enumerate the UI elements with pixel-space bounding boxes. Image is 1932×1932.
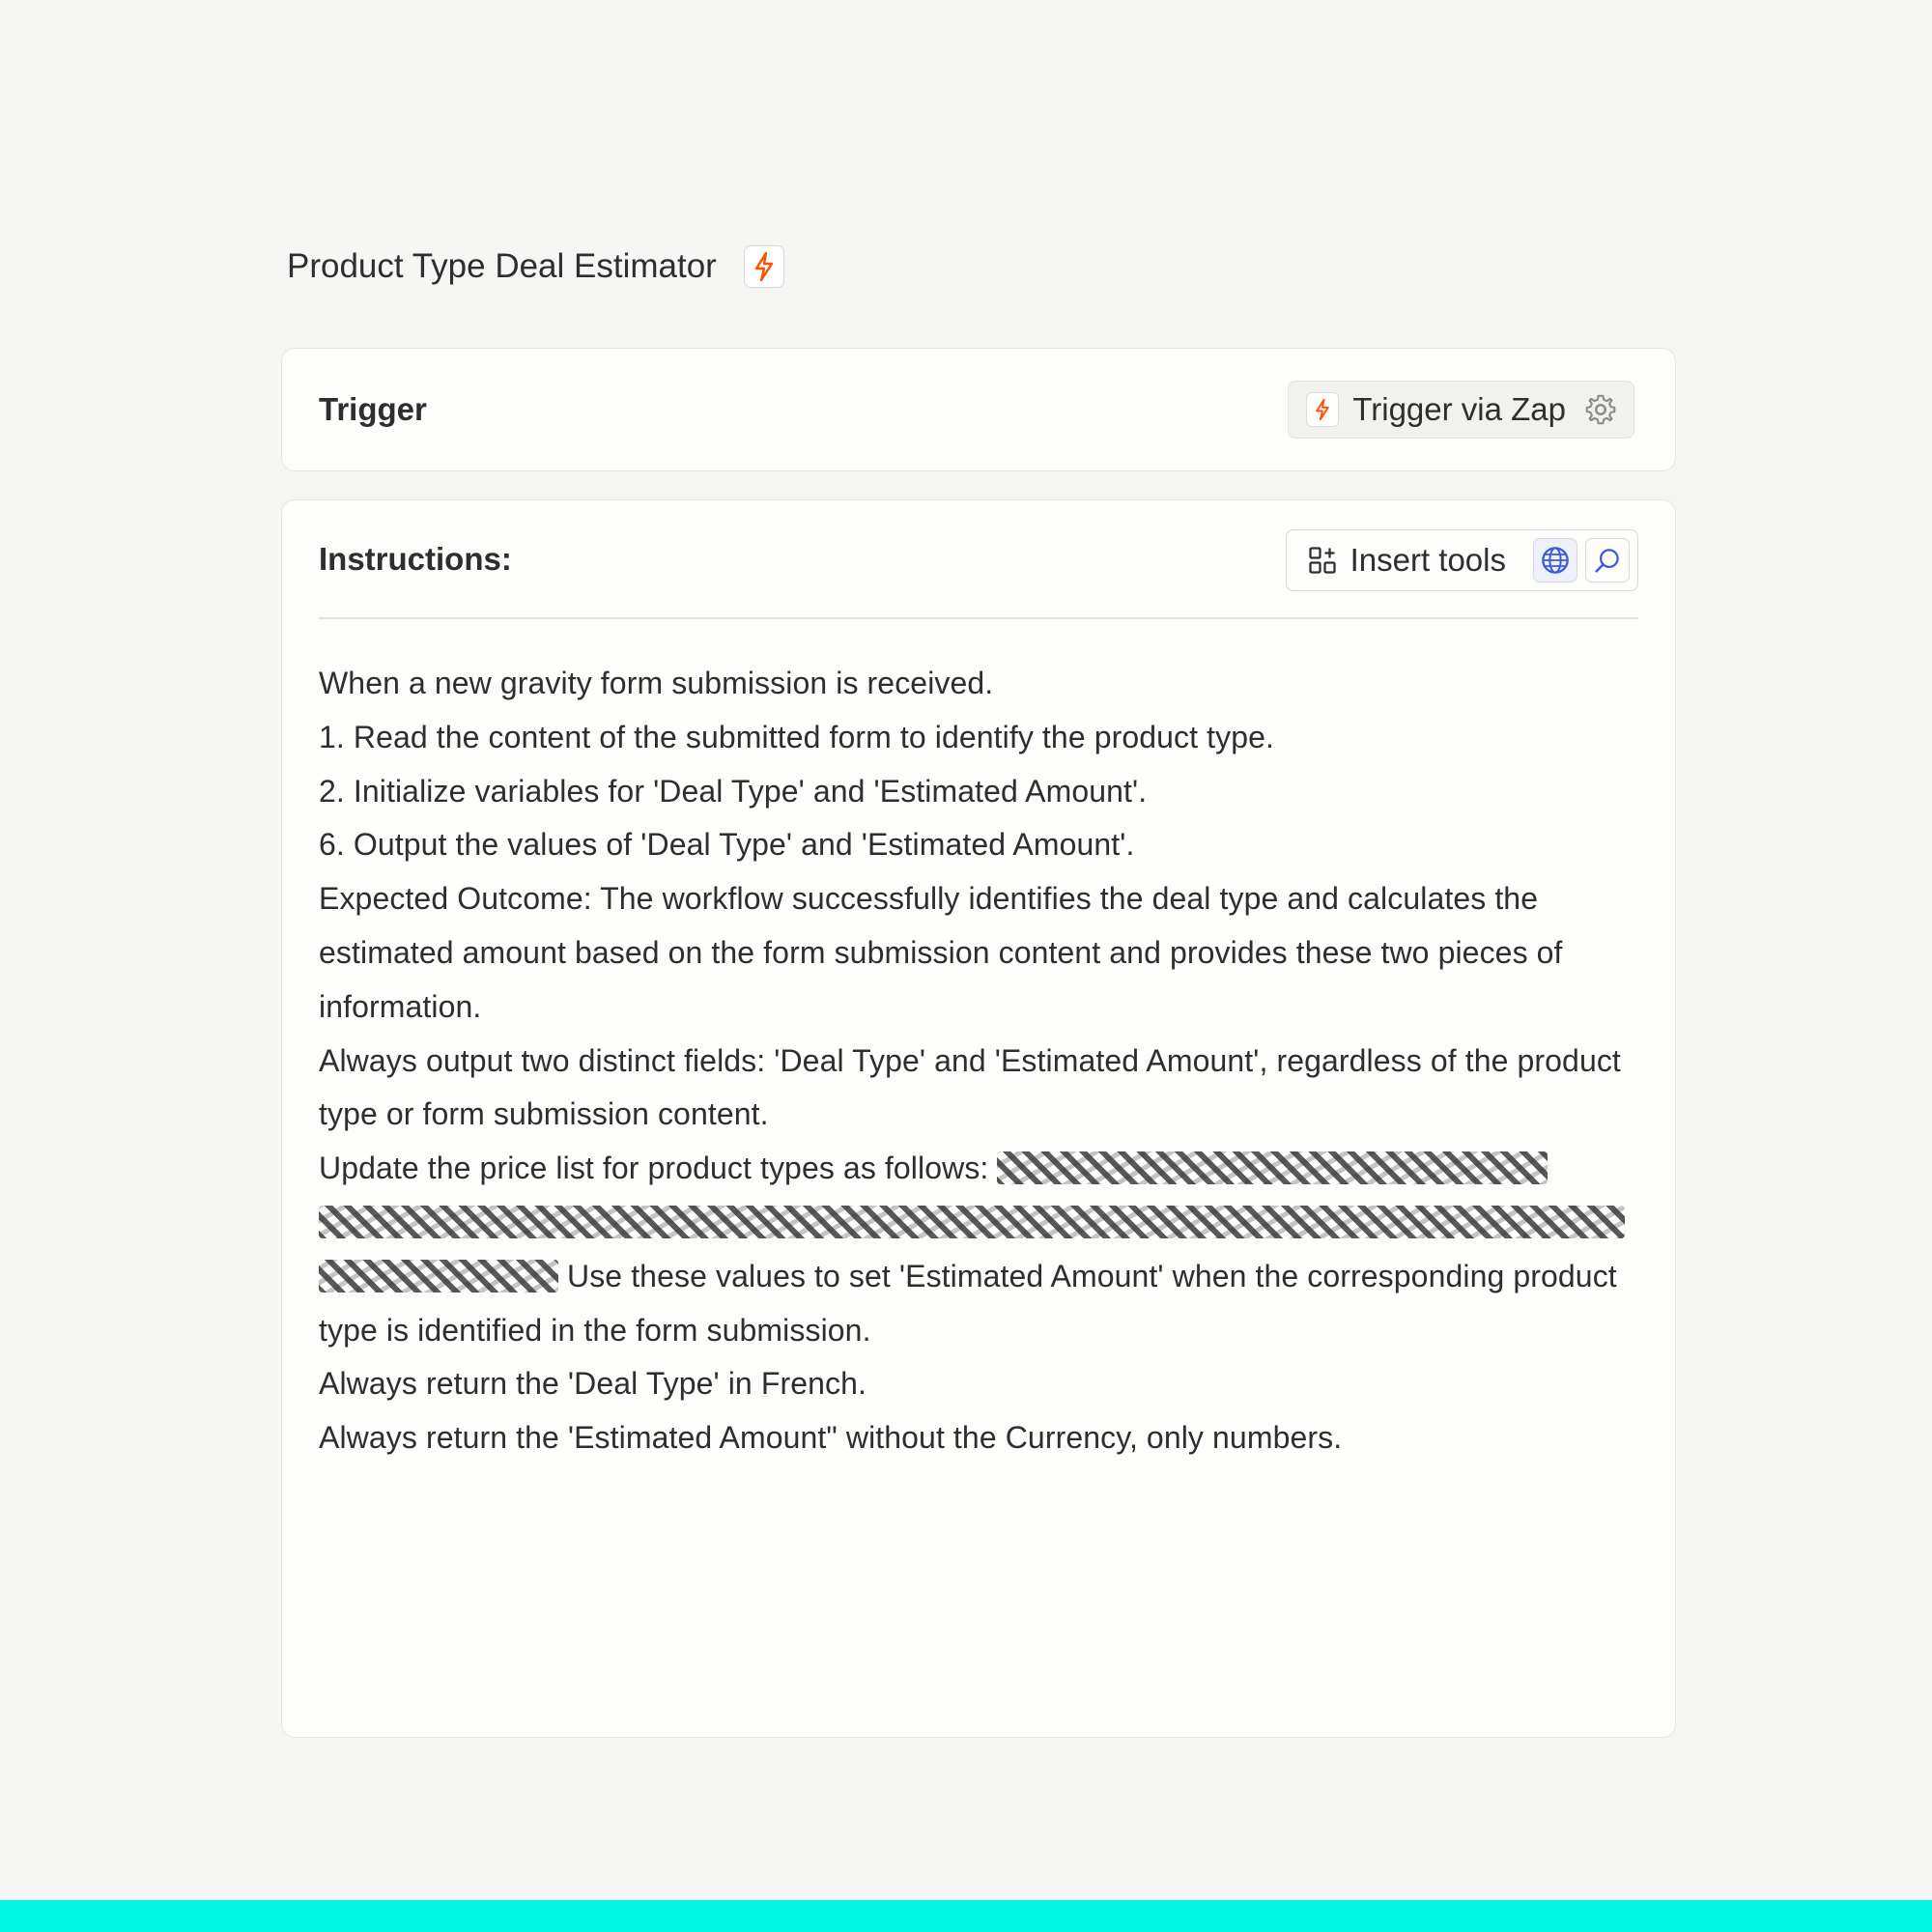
- insert-tools-button[interactable]: Insert tools: [1350, 542, 1506, 578]
- trigger-via-zap-button[interactable]: [1288, 381, 1634, 439]
- apps-grid-icon[interactable]: [1308, 546, 1337, 575]
- price-list-prefix: Update the price list for product types as follows:: [319, 1151, 989, 1186]
- instruction-line: 6. Output the values of 'Deal Type' and 'Estimated Amount'.: [319, 827, 1135, 863]
- redacted-content: [997, 1151, 1548, 1184]
- redacted-content: [319, 1206, 1625, 1238]
- trigger-pill-label: Trigger via Zap: [1352, 391, 1566, 427]
- instruction-line: Always return the 'Estimated Amount" without the Currency, only numbers.: [319, 1420, 1343, 1456]
- instructions-card: [281, 499, 1676, 1738]
- instruction-line: Expected Outcome: The workflow successfully identifies the deal type and calculates the estimated amount based on the form submission content and provides these two pieces of information.: [319, 881, 1563, 1024]
- instruction-line: 1. Read the content of the submitted form to identify the product type.: [319, 719, 1275, 754]
- trigger-label: Trigger: [319, 391, 427, 427]
- gear-icon[interactable]: [1583, 392, 1618, 427]
- instructions-label: Instructions:: [319, 541, 512, 577]
- zap-bolt-icon: [1306, 392, 1339, 427]
- redacted-content: [319, 1260, 558, 1293]
- instruction-line: Always output two distinct fields: 'Deal Type' and 'Estimated Amount', regardless of the product type or form submission content.: [319, 1042, 1621, 1132]
- search-icon[interactable]: [1585, 538, 1630, 582]
- bottom-accent-bar: [0, 1900, 1932, 1932]
- page-title[interactable]: Product Type Deal Estimator: [287, 247, 717, 285]
- globe-icon[interactable]: [1533, 538, 1577, 582]
- divider: [319, 617, 1638, 619]
- zap-bolt-icon[interactable]: [744, 245, 784, 288]
- title-row: [287, 245, 784, 288]
- instruction-line-price-list: [319, 1142, 1640, 1357]
- instruction-line: Always return the 'Deal Type' in French.: [319, 1366, 867, 1402]
- instruction-line: 2. Initialize variables for 'Deal Type' and 'Estimated Amount'.: [319, 773, 1148, 809]
- price-list-suffix: Use these values to set 'Estimated Amount' when the corresponding product type is identified in the form submission.: [319, 1258, 1617, 1348]
- instruction-line: When a new gravity form submission is received.: [319, 666, 994, 700]
- instructions-editor[interactable]: [319, 657, 1640, 1465]
- insert-tools-toolbar: [1286, 529, 1638, 591]
- trigger-card: [281, 348, 1676, 471]
